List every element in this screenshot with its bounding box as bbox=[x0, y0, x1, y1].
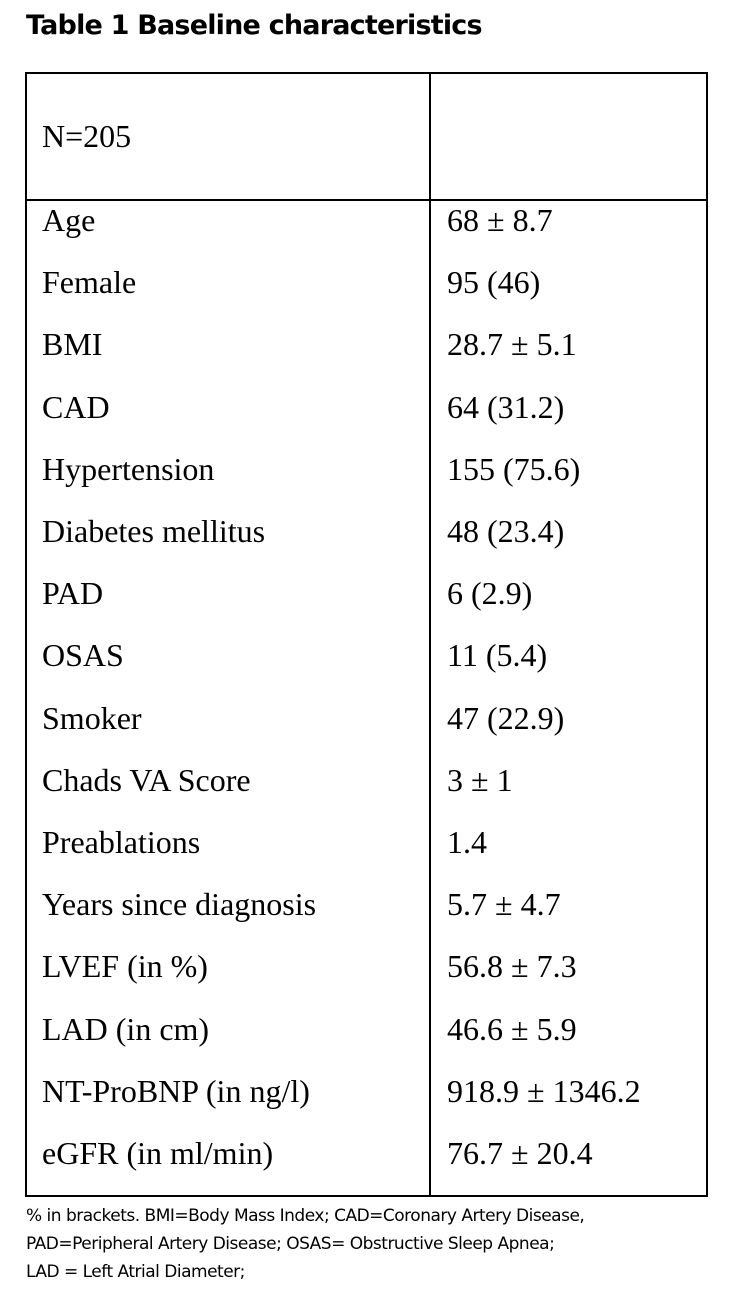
table-row bbox=[27, 700, 706, 762]
table-row bbox=[27, 202, 706, 264]
row-label: LVEF (in %) bbox=[42, 948, 208, 985]
table-title: Table 1 Baseline characteristics bbox=[26, 10, 482, 41]
row-label: Female bbox=[42, 264, 137, 301]
row-value: 46.6 ± 5.9 bbox=[447, 1010, 577, 1047]
row-label: eGFR (in ml/min) bbox=[42, 1135, 274, 1171]
table-row bbox=[27, 637, 706, 699]
row-value: 48 (23.4) bbox=[447, 513, 565, 549]
row-value: 68 ± 8.7 bbox=[447, 202, 553, 238]
table-row bbox=[27, 886, 706, 948]
table-row bbox=[27, 1073, 706, 1135]
row-value: 6 (2.9) bbox=[447, 575, 533, 612]
footnote-line: PAD=Peripheral Artery Disease; OSAS= Obstructive Sleep Apnea; bbox=[26, 1234, 555, 1254]
table-row bbox=[27, 513, 706, 575]
table-row bbox=[27, 326, 706, 388]
row-label: OSAS bbox=[42, 637, 124, 674]
table-row bbox=[27, 451, 706, 513]
row-label: LAD (in cm) bbox=[42, 1010, 210, 1047]
row-label: Hypertension bbox=[42, 450, 215, 487]
row-value: 5.7 ± 4.7 bbox=[447, 886, 561, 923]
row-value: 155 (75.6) bbox=[447, 450, 581, 487]
row-value: 11 (5.4) bbox=[447, 637, 548, 674]
row-label: Diabetes mellitus bbox=[42, 513, 266, 549]
row-label: Years since diagnosis bbox=[42, 886, 317, 923]
row-value: 56.8 ± 7.3 bbox=[447, 948, 577, 985]
row-value: 95 (46) bbox=[447, 264, 541, 301]
row-value: 3 ± 1 bbox=[447, 761, 513, 798]
row-label: CAD bbox=[42, 388, 110, 425]
row-value: 76.7 ± 20.4 bbox=[447, 1135, 593, 1171]
row-label: Smoker bbox=[42, 699, 142, 736]
header-sample-size: N=205 bbox=[42, 118, 132, 154]
table-row bbox=[27, 824, 706, 886]
baseline-table bbox=[25, 72, 708, 1197]
row-value: 28.7 ± 5.1 bbox=[447, 326, 577, 363]
table-row bbox=[27, 264, 706, 326]
row-label: Chads VA Score bbox=[42, 761, 251, 798]
row-value: 47 (22.9) bbox=[447, 699, 565, 736]
footnote-line: % in brackets. BMI=Body Mass Index; CAD=Coronary Artery Disease, bbox=[26, 1206, 585, 1226]
table-row bbox=[27, 762, 706, 824]
table-row bbox=[27, 948, 706, 1010]
row-value: 1.4 bbox=[447, 824, 487, 860]
footnote-line: LAD = Left Atrial Diameter; bbox=[26, 1262, 245, 1282]
row-value: 918.9 ± 1346.2 bbox=[447, 1072, 641, 1109]
table-row bbox=[27, 1135, 706, 1197]
header-divider bbox=[27, 199, 706, 201]
row-label: Preablations bbox=[42, 824, 201, 860]
row-value: 64 (31.2) bbox=[447, 388, 565, 425]
row-label: PAD bbox=[42, 575, 104, 612]
table-row bbox=[27, 575, 706, 637]
table-footnote bbox=[26, 1202, 726, 1286]
row-label: BMI bbox=[42, 326, 103, 363]
row-label: NT-ProBNP (in ng/l) bbox=[42, 1072, 310, 1109]
row-label: Age bbox=[42, 202, 96, 238]
table-row bbox=[27, 1011, 706, 1073]
table-row bbox=[27, 389, 706, 451]
